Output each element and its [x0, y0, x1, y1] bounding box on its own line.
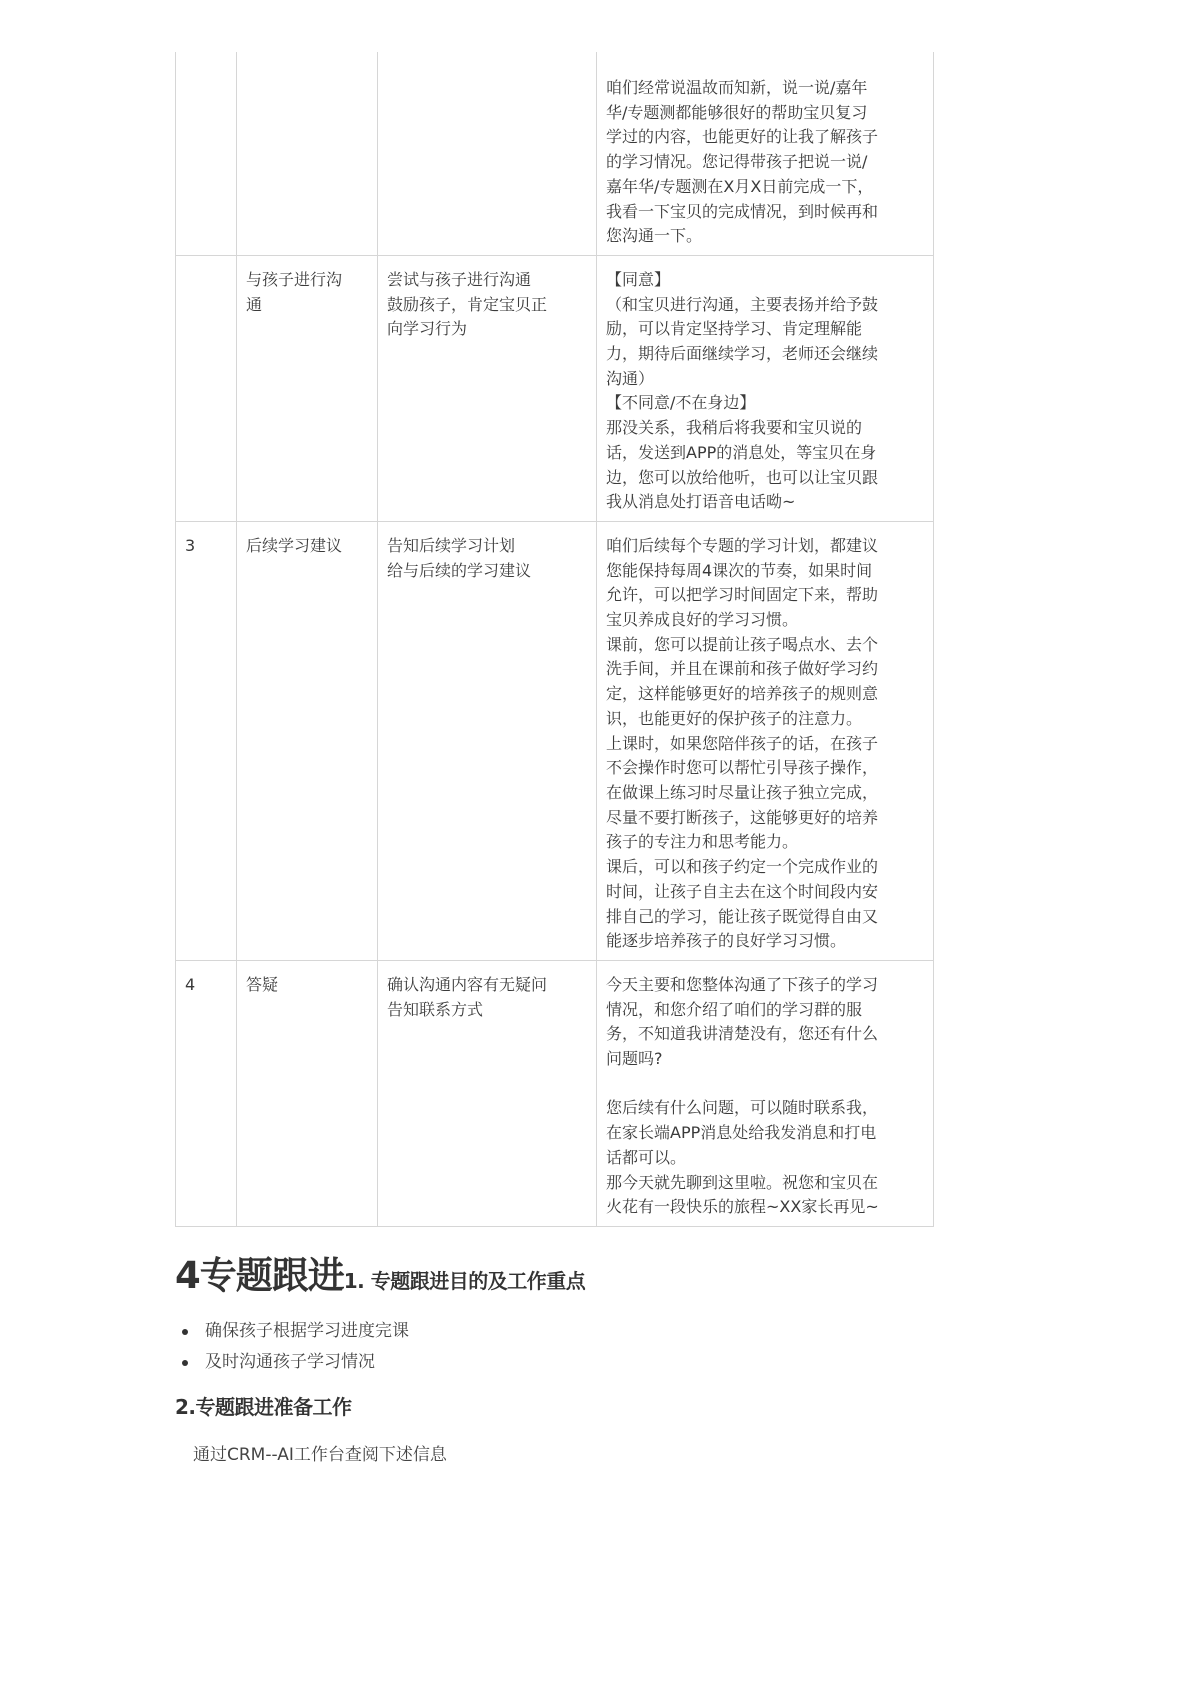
cell-script: 咱们经常说温故而知新，说一说/嘉年 华/专题测都能够很好的帮助宝贝复习 学过的内容，也能更好的让我了解孩子 的学习情况。您记得带孩子把说一说/ 嘉年华/专题测在X月X日前完成一下， 我看一下宝贝的完成情况，到时候再和 您沟通一下。 [597, 52, 934, 255]
cell-goal: 尝试与孩子进行沟通 鼓励孩子，肯定宝贝正 向学习行为 [378, 255, 597, 521]
section-subtitle: 1. 专题跟进目的及工作重点 [343, 1269, 586, 1293]
cell-no: 3 [176, 521, 237, 960]
cell-script: 咱们后续每个专题的学习计划，都建议 您能保持每周4课次的节奏，如果时间 允许，可以把学习时间固定下来，帮助 宝贝养成良好的学习习惯。 课前，您可以提前让孩子喝点水、去个 洗手间，并且在课前和孩子做好学习约 定，这样能够更好的培养孩子的规则意 识，也能更好的保护孩子的注意力。 上课时，如果您陪伴孩子的话，在孩子 不会操作时您可以帮忙引导孩子操作， 在做课上练习时尽量让孩子独立完成， 尽量不要打断孩子，这能够更好的培养 孩子的专注力和思考能力。 课后，可以和孩子约定一个完成作业的 时间，让孩子自主去在这个时间段内安 排自己的学习，能让孩子既觉得自由又 能逐步培养孩子的良好学习习惯。 [597, 521, 934, 960]
cell-no [176, 255, 237, 521]
focus-list [175, 1316, 409, 1378]
cell-script: 今天主要和您整体沟通了下孩子的学习 情况，和您介绍了咱们的学习群的服 务，不知道我讲清楚没有，您还有什么 问题吗? 您后续有什么问题，可以随时联系我， 在家长端APP消息处给我发消息和打电 话都可以。 那今天就先聊到这里啦。祝您和宝贝在 火花有一段快乐的旅程~XX家长再见~ [597, 960, 934, 1226]
list-item: 及时沟通孩子学习情况 [175, 1347, 409, 1378]
cell-step: 与孩子进行沟 通 [237, 255, 378, 521]
table-row [176, 960, 934, 1226]
table-row [176, 521, 934, 960]
cell-no [176, 52, 237, 255]
table-row [176, 255, 934, 521]
cell-goal [378, 52, 597, 255]
cell-goal: 确认沟通内容有无疑问 告知联系方式 [378, 960, 597, 1226]
section-title: 4专题跟进 [175, 1254, 344, 1297]
cell-step: 后续学习建议 [237, 521, 378, 960]
table-row [176, 52, 934, 255]
cell-script: 【同意】 （和宝贝进行沟通，主要表扬并给予鼓 励，可以肯定坚持学习、肯定理解能 力，期待后面继续学习，老师还会继续 沟通） 【不同意/不在身边】 那没关系，我稍后将我要和宝贝说的 话，发送到APP的消息处，等宝贝在身 边，您可以放给他听，也可以让宝贝跟 我从消息处打语音电话呦~ [597, 255, 934, 521]
script-table [175, 52, 934, 1227]
paragraph: 通过CRM--AI工作台查阅下述信息 [193, 1445, 447, 1465]
cell-step [237, 52, 378, 255]
subsection-heading: 2.专题跟进准备工作 [175, 1395, 352, 1419]
cell-goal: 告知后续学习计划 给与后续的学习建议 [378, 521, 597, 960]
cell-no: 4 [176, 960, 237, 1226]
list-item: 确保孩子根据学习进度完课 [175, 1316, 409, 1347]
cell-step: 答疑 [237, 960, 378, 1226]
section-heading [175, 1245, 585, 1299]
